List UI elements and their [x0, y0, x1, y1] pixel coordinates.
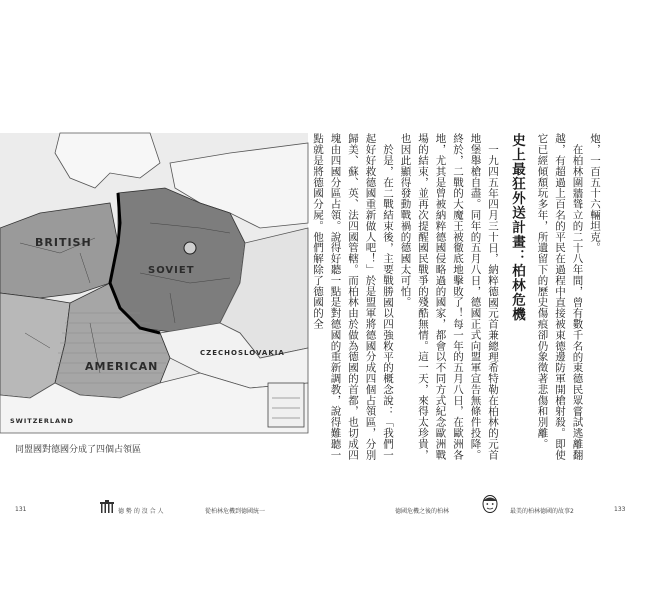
brandenburg-gate-icon	[99, 500, 115, 514]
section-heading: 史上最狂外送計畫：柏林危機	[509, 133, 525, 322]
left-page-number: 131	[15, 506, 27, 513]
map-caption: 同盟國對德國分成了四個占領區	[15, 445, 142, 455]
left-running-title: 德 勢 的 沒 合 人	[118, 508, 164, 515]
right-page-number: 133	[614, 506, 626, 513]
switzerland-label: SWITZERLAND	[10, 417, 74, 425]
paragraph: 於是，在二戰結束後，主要戰勝國以四強敉平的概念說：「我們一起好好救德國重新做人吧！」於是盟軍將德國分成四個占領區，分別歸美、蘇、英、法四國管轄。而柏林由於做為德國的首都，也切成四塊由四國分區占領。說得好聽一點是對德國的重新調教，說得難聽一點就是將德國分屍。他們解除了德國的全	[312, 133, 394, 460]
paragraph: 在柏林圍牆聳立的二十八年間，曾有數千名的東德民眾嘗試逃離翻越，有超過上百名的平民在過程中直接被東德邊防軍開槍射殺。即使它已經傾頹玩多年，所遺留下的歷史傷痕卻仍象徵著悲傷和別離。	[536, 133, 584, 460]
paragraph: 一九四五年四月三十日，納粹德國元首兼總理希特勒在柏林的元首地堡舉槍自盡。同年的五月八日，德國正式向盟軍宣告無條件投降。終於，二戰的大魔王被徹底地擊敗了！每一年的五月八日，在歐洲各地，尤其是曾被納粹德國侵略過的國家，都會以不同方式紀念歐洲戰場的結束，並再次提醒國民戰爭的殘酷無情。這一天，來得太珍貴，也因此顯得發動戰禍的德國太可怕。	[399, 133, 499, 460]
occupation-zones-map	[0, 133, 308, 433]
map-drawing	[0, 133, 308, 433]
author-portrait-icon	[480, 494, 500, 516]
american-zone-label: AMERICAN	[85, 360, 159, 373]
right-running-title: 德國危機之後的柏林	[395, 508, 450, 515]
paragraph: 炮，一百五十六輛坦克。	[589, 133, 601, 253]
left-running-subtitle: 從柏林危機到德國統一	[205, 508, 266, 515]
british-zone-label: BRITISH	[35, 236, 92, 249]
czechoslovakia-label: CZECHOSLOVAKIA	[200, 349, 285, 357]
right-running-subtitle: 最美的柏林德國的故事2	[510, 508, 574, 515]
vertical-body-text	[312, 133, 603, 463]
soviet-zone-label: SOVIET	[148, 265, 195, 276]
